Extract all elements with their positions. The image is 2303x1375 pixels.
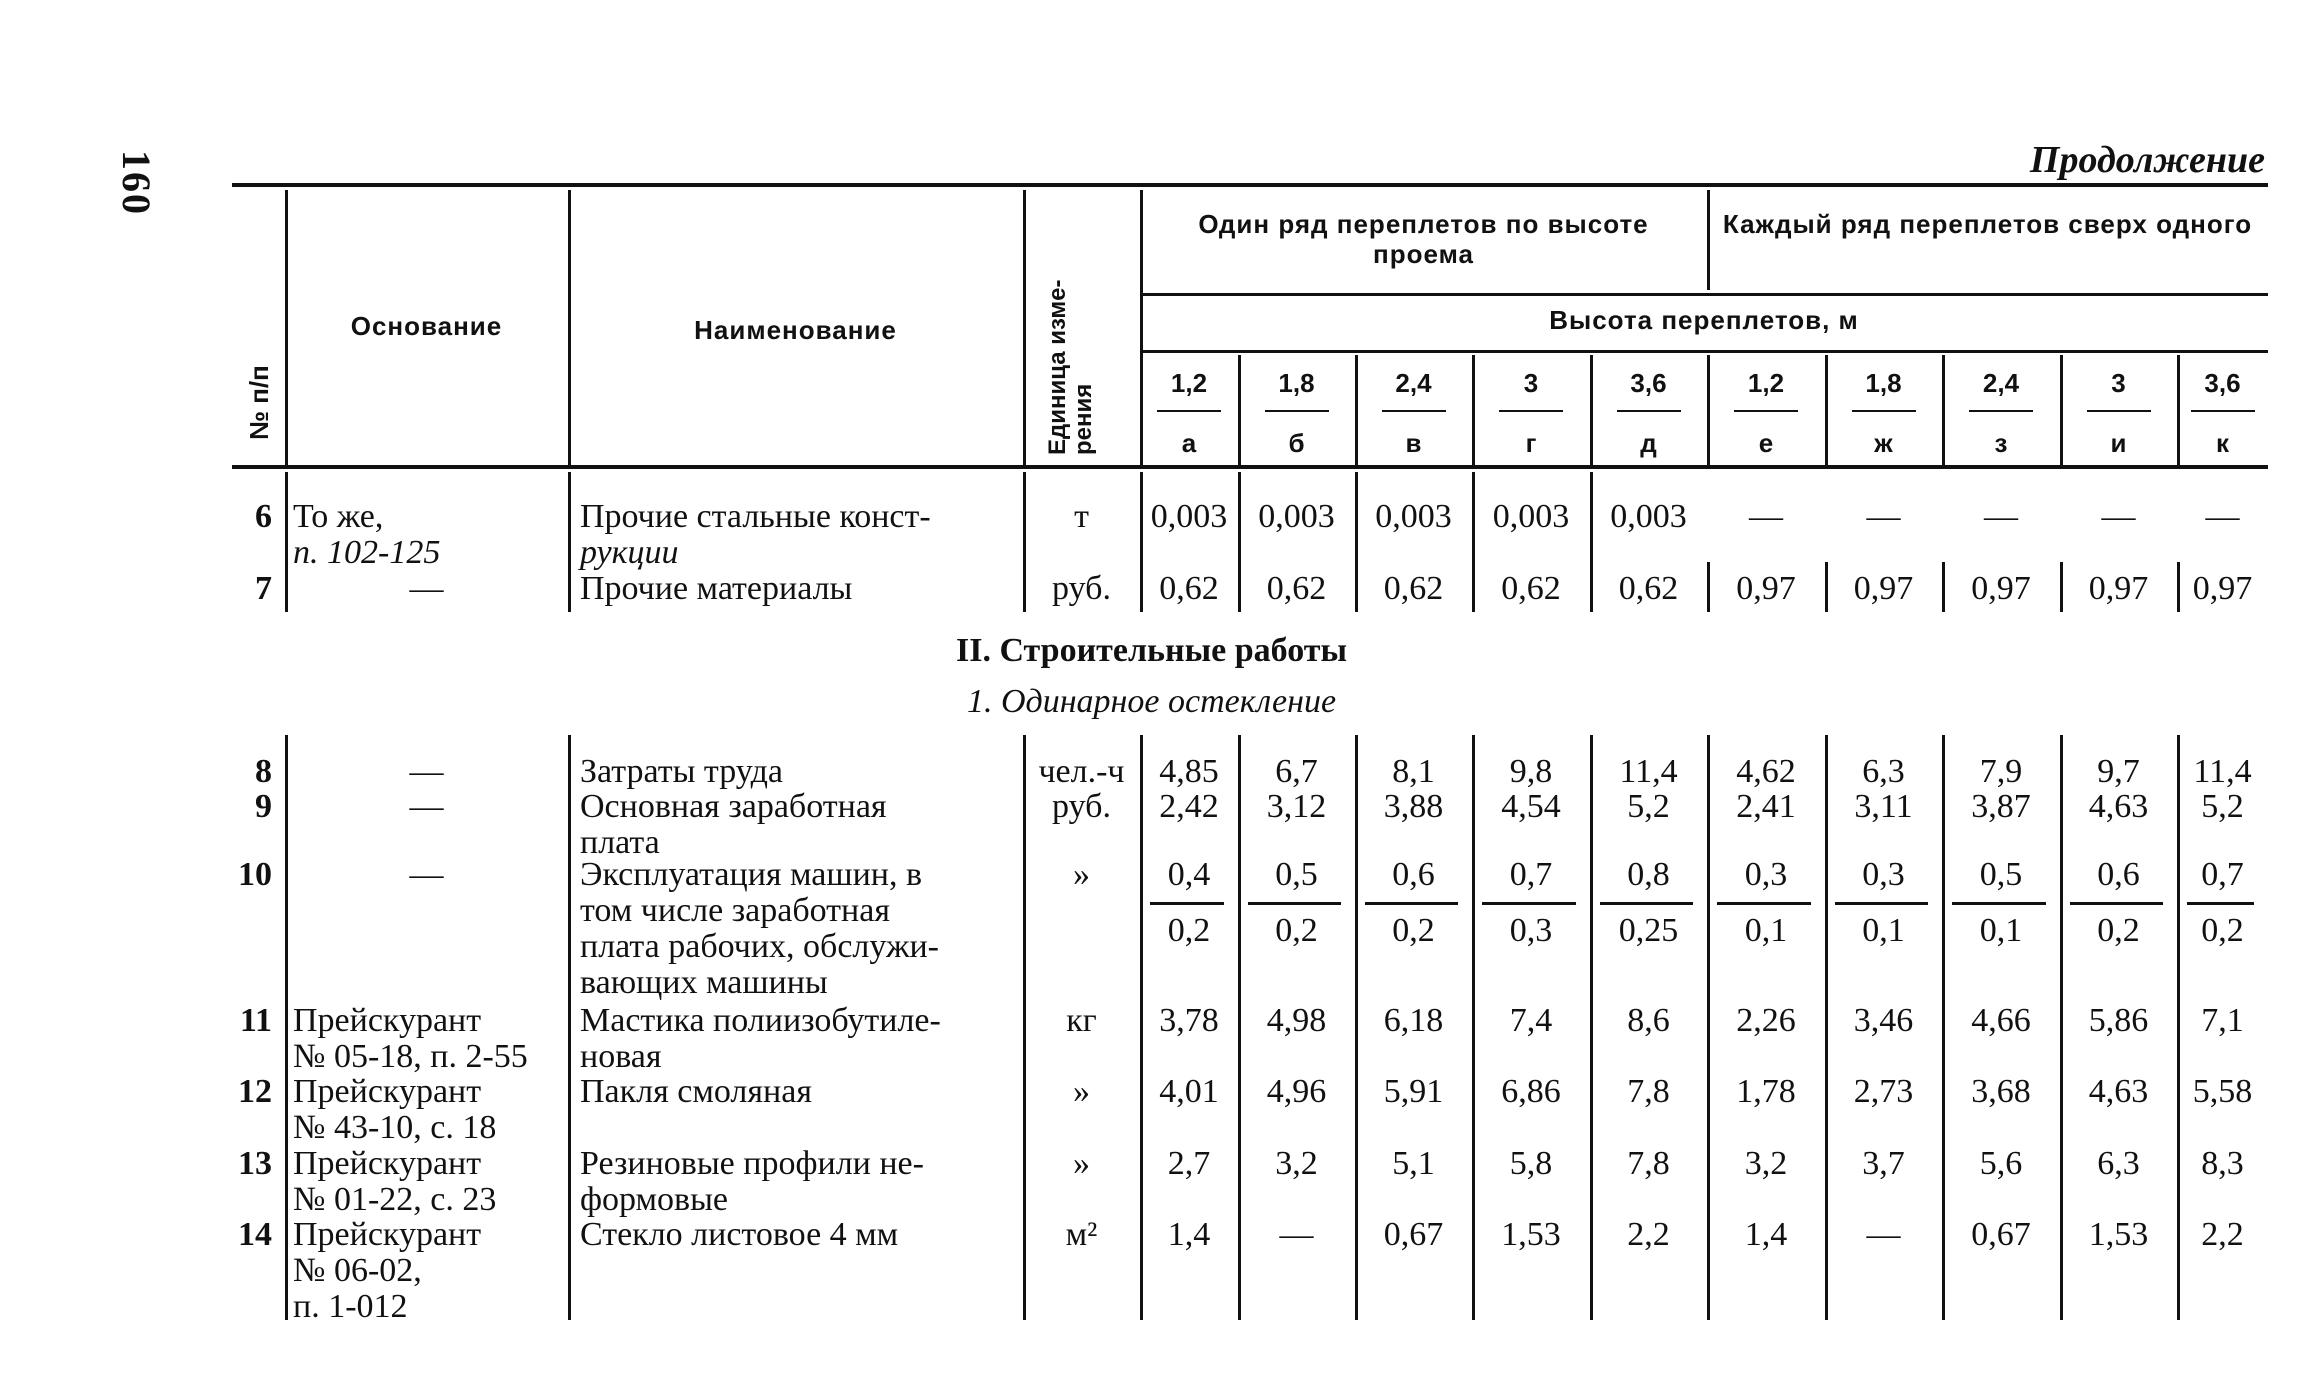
row-value: 5,86 xyxy=(2088,1002,2149,1039)
row-value: 0,62 xyxy=(1266,570,1327,607)
row-value: 0,7 xyxy=(2201,856,2244,893)
row-value: 0,5 xyxy=(1275,856,1318,893)
row-number: 11 xyxy=(239,1002,272,1039)
row-unit: кг xyxy=(1066,1002,1097,1039)
row-value: 2,42 xyxy=(1159,788,1219,825)
fraction-bar xyxy=(1600,902,1693,905)
row-value: 6,3 xyxy=(1862,753,1905,790)
row-basis-line: — xyxy=(409,753,444,790)
row-value: 5,91 xyxy=(1383,1073,1444,1110)
row-value: 3,46 xyxy=(1853,1002,1914,1039)
row-value: — xyxy=(1984,498,2018,535)
row-basis-line: Прейскурант xyxy=(293,1002,482,1039)
row-unit: руб. xyxy=(1052,788,1111,825)
row-value: 3,88 xyxy=(1383,788,1444,825)
height-letter-dash xyxy=(1969,410,2033,412)
header-column-letter: д xyxy=(1640,428,1657,458)
row-value: 0,003 xyxy=(1150,498,1228,535)
row-number: 7 xyxy=(255,570,272,607)
row-basis-line: То же, xyxy=(293,498,384,535)
row-unit: т xyxy=(1074,498,1089,535)
header-column-letter: в xyxy=(1405,428,1422,458)
row-unit: м² xyxy=(1065,1216,1098,1253)
row-value: 11,4 xyxy=(1619,753,1678,790)
row-value: 3,68 xyxy=(1971,1073,2031,1110)
header-bottom-rule xyxy=(232,465,2268,469)
row-value: 6,7 xyxy=(1275,753,1318,790)
row-value: 6,18 xyxy=(1383,1002,1444,1039)
row-value: 0,3 xyxy=(1744,856,1788,893)
row-value-denominator: 0,2 xyxy=(1275,912,1318,949)
row-value: 5,2 xyxy=(2201,788,2244,825)
row-value: 1,4 xyxy=(1167,1216,1211,1253)
header-no: № п/п xyxy=(244,365,274,440)
row-value: — xyxy=(2101,498,2136,535)
row-value-denominator: 0,1 xyxy=(1862,912,1905,949)
row-value: 8,3 xyxy=(2201,1145,2244,1182)
row-value: 0,7 xyxy=(1509,856,1553,893)
section-title: II. Строительные работы xyxy=(955,632,1348,669)
row-value: 4,62 xyxy=(1736,753,1796,790)
row-value: 2,26 xyxy=(1736,1002,1796,1039)
row-value: — xyxy=(2205,498,2240,535)
row-value: 0,97 xyxy=(2088,570,2149,607)
row-value: 0,6 xyxy=(2097,856,2140,893)
row-value: 11,4 xyxy=(2193,753,2252,790)
row-value: 4,63 xyxy=(2088,1073,2149,1110)
row-value: 1,78 xyxy=(1736,1073,1796,1110)
header-height-value: 2,4 xyxy=(1395,368,1432,398)
row-value: 4,98 xyxy=(1266,1002,1327,1039)
row-value: 5,58 xyxy=(2192,1073,2253,1110)
header-column-letter: з xyxy=(1994,428,2008,458)
row-name-line: Основная заработная xyxy=(580,788,887,825)
fraction-bar xyxy=(2187,902,2254,905)
row-value: 7,4 xyxy=(1509,1002,1553,1039)
subsection-title: 1. Одинарное остекление xyxy=(966,683,1337,720)
row-value: 1,53 xyxy=(1501,1216,1561,1253)
height-letter-dash xyxy=(1734,410,1798,412)
row-value: 5,8 xyxy=(1509,1145,1553,1182)
row-name-line: плата xyxy=(580,824,660,861)
row-value: — xyxy=(1749,498,1783,535)
height-letter-dash xyxy=(1852,410,1916,412)
row-basis-line: — xyxy=(409,570,444,607)
header-column-letter: и xyxy=(2110,428,2127,458)
row-name-line: Мастика полиизобутиле- xyxy=(580,1002,941,1039)
header-group-each-row: Каждый ряд переплетов сверх одного xyxy=(1722,209,2253,239)
row-value-denominator: 0,25 xyxy=(1618,912,1679,949)
row-name-line: том числе заработная xyxy=(580,892,890,929)
row-value: 0,003 xyxy=(1375,498,1452,535)
row-basis-line: Прейскурант xyxy=(293,1216,482,1253)
row-value: 0,67 xyxy=(1383,1216,1444,1253)
row-value: 8,6 xyxy=(1627,1002,1670,1039)
row-value: 3,2 xyxy=(1275,1145,1318,1182)
row-number: 10 xyxy=(238,856,272,893)
row-value: 0,97 xyxy=(1853,570,1914,607)
row-value: 0,62 xyxy=(1618,570,1679,607)
fraction-bar xyxy=(1248,902,1341,905)
row-basis-line: — xyxy=(409,856,444,893)
header-column-letter: е xyxy=(1758,428,1774,458)
row-name-line: Затраты труда xyxy=(580,753,784,790)
row-name-line: Прочие материалы xyxy=(580,570,853,607)
header-height-value: 3,6 xyxy=(2204,368,2241,398)
row-value-denominator: 0,1 xyxy=(1979,912,2023,949)
row-unit: » xyxy=(1073,856,1090,893)
row-value: 4,54 xyxy=(1501,788,1561,825)
row-value-denominator: 0,2 xyxy=(2201,912,2244,949)
header-col-divider xyxy=(1023,190,1026,465)
row-value: 7,9 xyxy=(1979,753,2023,790)
row-value-denominator: 0,3 xyxy=(1509,912,1553,949)
row-value: 4,63 xyxy=(2088,788,2149,825)
row-basis-line: п. 102-125 xyxy=(293,534,441,571)
row-number: 13 xyxy=(238,1145,272,1182)
row-name-line: рукции xyxy=(580,534,679,571)
height-letter-dash xyxy=(1265,410,1329,412)
header-height-value: 3 xyxy=(2111,368,2126,398)
header-unit: Единица изме- рения xyxy=(1044,279,1098,455)
row-name-line: новая xyxy=(580,1038,662,1075)
header-height-value: 3 xyxy=(1523,368,1539,398)
row-name-line: Пакля смоляная xyxy=(580,1073,812,1110)
row-name-line: вающих машины xyxy=(580,964,828,1001)
header-height-value: 1,8 xyxy=(1278,368,1315,398)
row-value: 0,62 xyxy=(1159,570,1219,607)
row-value-denominator: 0,2 xyxy=(1392,912,1435,949)
continuation-label: Продолжение xyxy=(2029,139,2265,181)
row-value: 5,6 xyxy=(1979,1145,2023,1182)
row-value: 4,85 xyxy=(1159,753,1219,790)
row-value: 3,12 xyxy=(1266,788,1327,825)
row-basis-line: Прейскурант xyxy=(293,1145,482,1182)
row-value: 0,003 xyxy=(1492,498,1570,535)
row-value: 8,1 xyxy=(1392,753,1435,790)
row-unit: руб. xyxy=(1052,570,1111,607)
fraction-bar xyxy=(1150,902,1224,905)
row-unit: » xyxy=(1073,1145,1090,1182)
row-value-denominator: 0,2 xyxy=(2097,912,2140,949)
header-height-value: 2,4 xyxy=(1982,368,2020,398)
row-name-line: формовые xyxy=(580,1181,729,1218)
row-value: 0,62 xyxy=(1383,570,1444,607)
body-col-divider xyxy=(568,472,571,612)
header-height-value: 1,2 xyxy=(1170,368,1208,398)
row-basis-line: № 43-10, с. 18 xyxy=(293,1109,497,1146)
header-group-one-row: Один ряд переплетов по высоте проема xyxy=(1198,209,1649,269)
height-letter-dash xyxy=(1157,410,1221,412)
row-value: 2,2 xyxy=(1627,1216,1670,1253)
row-value: 3,78 xyxy=(1159,1002,1219,1039)
row-name-line: Прочие стальные конст- xyxy=(580,498,931,535)
row-value: 2,41 xyxy=(1736,788,1796,825)
header-column-letter: б xyxy=(1288,428,1305,458)
row-value: — xyxy=(1866,498,1901,535)
header-height-value: 1,2 xyxy=(1747,368,1785,398)
row-value: 2,7 xyxy=(1167,1145,1211,1182)
row-value: 0,97 xyxy=(1971,570,2031,607)
row-value: 0,67 xyxy=(1971,1216,2031,1253)
row-value: 3,2 xyxy=(1744,1145,1788,1182)
row-value: 4,01 xyxy=(1159,1073,1219,1110)
row-value: 6,3 xyxy=(2097,1145,2140,1182)
header-column-letter: г xyxy=(1525,428,1537,458)
row-number: 8 xyxy=(255,753,272,790)
row-value: 2,73 xyxy=(1853,1073,1914,1110)
row-value: 0,8 xyxy=(1627,856,1670,893)
fraction-bar xyxy=(1365,902,1458,905)
row-value: 0,3 xyxy=(1862,856,1905,893)
header-name: Наименование xyxy=(694,315,897,345)
header-height-value: 1,8 xyxy=(1865,368,1902,398)
row-basis-line: — xyxy=(409,788,444,825)
row-name-line: Стекло листовое 4 мм xyxy=(580,1216,899,1253)
row-value-denominator: 0,2 xyxy=(1167,912,1211,949)
row-value: 0,003 xyxy=(1258,498,1335,535)
row-value: 2,2 xyxy=(2201,1216,2244,1253)
fraction-bar xyxy=(1952,902,2046,905)
row-name-line: плата рабочих, обслужи- xyxy=(580,928,939,965)
row-value: 4,96 xyxy=(1266,1073,1327,1110)
fraction-bar xyxy=(2070,902,2163,905)
row-value: — xyxy=(1279,1216,1314,1253)
row-value: 3,87 xyxy=(1971,788,2031,825)
row-number: 9 xyxy=(255,788,272,825)
row-value: 4,66 xyxy=(1971,1002,2031,1039)
row-value: 0,003 xyxy=(1610,498,1687,535)
row-value: 5,1 xyxy=(1392,1145,1435,1182)
group-rule xyxy=(1140,293,2268,296)
row-value: 9,7 xyxy=(2097,753,2140,790)
row-value: 7,8 xyxy=(1627,1145,1670,1182)
row-number: 6 xyxy=(255,498,272,535)
row-number: 12 xyxy=(238,1073,272,1110)
header-height-value: 3,6 xyxy=(1630,368,1667,398)
row-unit: чел.-ч xyxy=(1038,753,1125,790)
header-column-letter: к xyxy=(2215,428,2229,458)
row-value: 0,5 xyxy=(1979,856,2023,893)
row-value: 0,97 xyxy=(2192,570,2253,607)
header-basis: Основание xyxy=(350,311,503,341)
row-value: 7,8 xyxy=(1627,1073,1670,1110)
row-value: 3,7 xyxy=(1862,1145,1905,1182)
row-basis-line: № 05-18, п. 2-55 xyxy=(293,1038,528,1075)
fraction-bar xyxy=(1835,902,1928,905)
fraction-bar xyxy=(1482,902,1576,905)
header-height: Высота переплетов, м xyxy=(1549,305,1859,335)
row-value: 0,6 xyxy=(1392,856,1435,893)
height-rule xyxy=(1140,350,2268,353)
height-letter-dash xyxy=(1499,410,1563,412)
row-value: 6,86 xyxy=(1501,1073,1561,1110)
header-column-letter: ж xyxy=(1874,428,1893,458)
body-col-divider xyxy=(568,735,571,1320)
row-value: 3,11 xyxy=(1854,788,1913,825)
row-value: — xyxy=(1866,1216,1901,1253)
height-letter-dash xyxy=(2191,410,2255,412)
row-basis-line: п. 1-012 xyxy=(293,1288,408,1325)
header-column-letter: а xyxy=(1181,428,1197,458)
row-basis-line: Прейскурант xyxy=(293,1073,482,1110)
row-value-denominator: 0,1 xyxy=(1744,912,1788,949)
row-basis-line: № 01-22, с. 23 xyxy=(293,1181,497,1218)
row-value: 9,8 xyxy=(1509,753,1553,790)
group-divider xyxy=(1707,190,1710,290)
row-value: 1,4 xyxy=(1744,1216,1788,1253)
row-unit: » xyxy=(1073,1073,1090,1110)
fraction-bar xyxy=(1717,902,1811,905)
height-letter-dash xyxy=(1617,410,1681,412)
row-name-line: Резиновые профили не- xyxy=(580,1145,924,1182)
row-name-line: Эксплуатация машин, в xyxy=(580,856,923,893)
row-value: 0,62 xyxy=(1501,570,1561,607)
page-number: 160 xyxy=(114,150,159,216)
header-top-rule xyxy=(232,183,2268,187)
row-value: 0,97 xyxy=(1736,570,1796,607)
row-value: 0,4 xyxy=(1167,856,1211,893)
row-value: 1,53 xyxy=(2088,1216,2149,1253)
row-value: 5,2 xyxy=(1627,788,1670,825)
row-value: 7,1 xyxy=(2201,1002,2244,1039)
row-basis-line: № 06-02, xyxy=(293,1252,422,1289)
height-letter-dash xyxy=(2087,410,2151,412)
height-letter-dash xyxy=(1382,410,1446,412)
row-number: 14 xyxy=(238,1216,272,1253)
